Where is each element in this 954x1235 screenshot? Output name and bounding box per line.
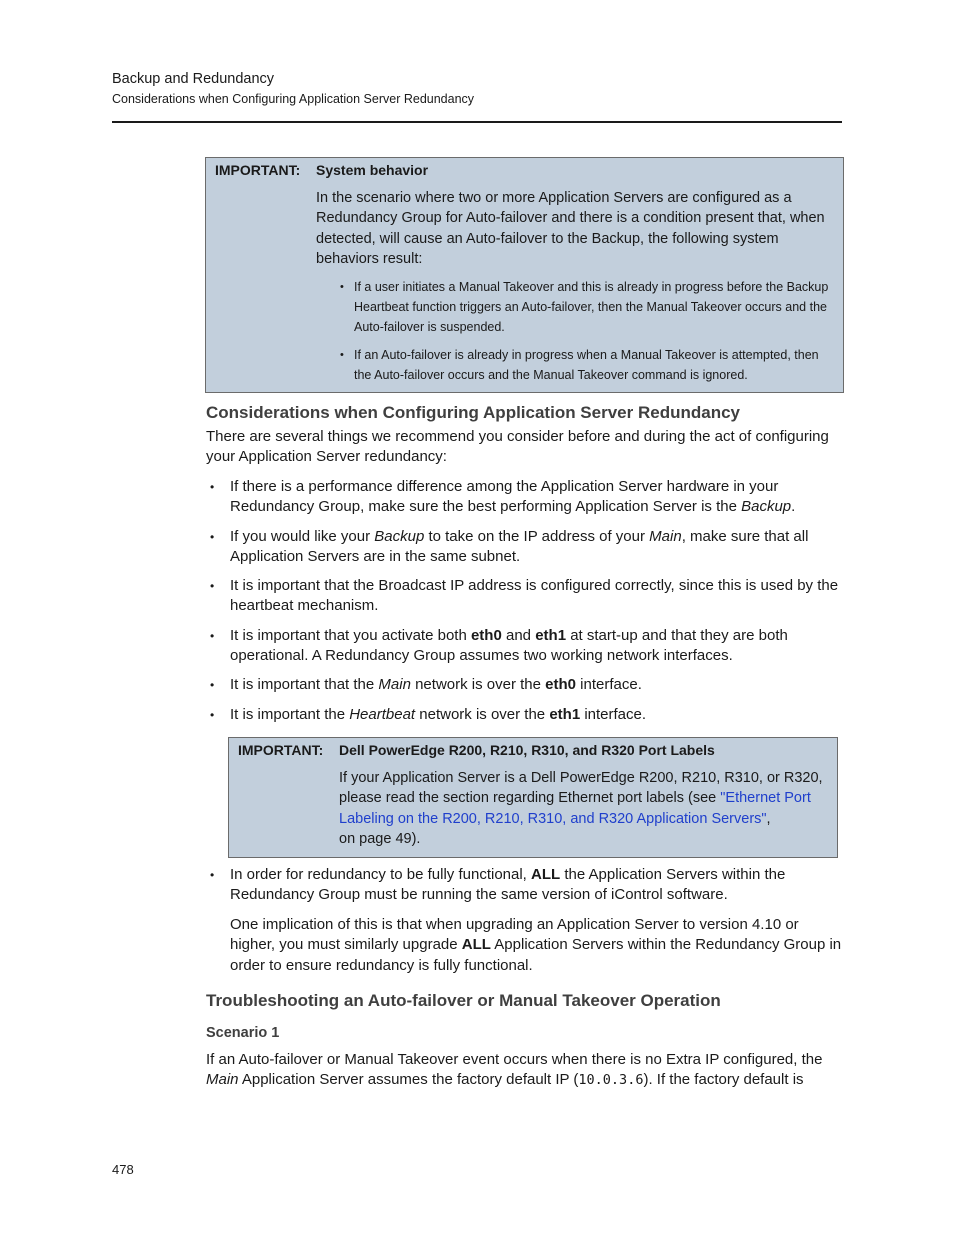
page-number: 478 [112, 1162, 134, 1177]
important-note-system-behavior [205, 157, 844, 393]
important-label: IMPORTANT: [215, 162, 301, 178]
important-title: Dell PowerEdge R200, R210, R310, and R320 Port Labels [339, 742, 715, 758]
important-label: IMPORTANT: [238, 742, 324, 758]
list-item: • It is important that the Broadcast IP address is configured correctly, since this is used by the heartbeat mechanism. [206, 576, 846, 617]
recommendation-list [206, 477, 846, 734]
important-note-port-labels [228, 737, 838, 858]
section-heading: Troubleshooting an Auto-failover or Manual Takeover Operation [206, 991, 721, 1010]
scenario-paragraph: If an Auto-failover or Manual Takeover event occurs when there is no Extra IP configured, the Main Application Server assumes the factory default IP (10.0.3.6). If the factory default is [206, 1051, 823, 1089]
subsection-heading: Scenario 1 [206, 1025, 280, 1041]
list-item: • It is important the Heartbeat network is over the eth1 interface. [206, 705, 846, 725]
running-header-title: Backup and Redundancy [112, 71, 275, 87]
list-item: • It is important that you activate both eth0 and eth1 at start-up and that they are both operational. A Redundancy Group assumes two working network interfaces. [206, 626, 846, 667]
ethernet-port-labeling-link[interactable]: "Ethernet Port Labeling on the R200, R210, R310, and R320 Application Servers" [339, 790, 811, 827]
list-item: • If there is a performance difference among the Application Server hardware in your Redundancy Group, make sure the best performing Application Server is the Backup. [206, 477, 846, 518]
header-divider [112, 121, 842, 123]
important-title: System behavior [316, 162, 429, 178]
important-bullet: • If an Auto-failover is already in progress when a Manual Takeover is attempted, then the Auto-failover occurs and the Manual Takeover command is ignored. [340, 345, 836, 385]
running-header-subtitle: Considerations when Configuring Application Server Redundancy [112, 92, 475, 106]
section-heading: Considerations when Configuring Application Server Redundancy [206, 403, 740, 422]
list-item: • In order for redundancy to be fully functional, ALL the Application Servers within the Redundancy Group must be running the same version of iControl software. [206, 865, 846, 906]
recommendation-list-continued [206, 865, 846, 915]
section-intro: There are several things we recommend you consider before and during the act of configuring your Application Server redundancy: [206, 428, 829, 466]
important-bullet: • If a user initiates a Manual Takeover and this is already in progress before the Backup Heartbeat function triggers an Auto-failover, then the Manual Takeover occurs and the Auto-failover is suspended. [340, 277, 836, 337]
list-item: • It is important that the Main network is over the eth0 interface. [206, 675, 846, 695]
list-item: • If you would like your Backup to take on the IP address of your Main, make sure that all Application Servers are in the same subnet. [206, 527, 846, 568]
implication-paragraph: One implication of this is that when upgrading an Application Server to version 4.10 or higher, you must similarly upgrade ALL Application Servers within the Redundancy Group in order to ensure redundancy is fully functional. [230, 916, 842, 974]
important-body: If your Application Server is a Dell PowerEdge R200, R210, R310, or R320, please read the section regarding Ethernet port labels (see "Ethernet Port Labeling on the R200, R210, R310, and R320 Application Servers", on page 49). [339, 770, 823, 847]
important-body: In the scenario where two or more Application Servers are configured as a Redundancy Group for Auto-failover and there is a condition present that, when detected, will cause an Auto-failover to the Backup, the following system behaviors result: [316, 190, 825, 267]
